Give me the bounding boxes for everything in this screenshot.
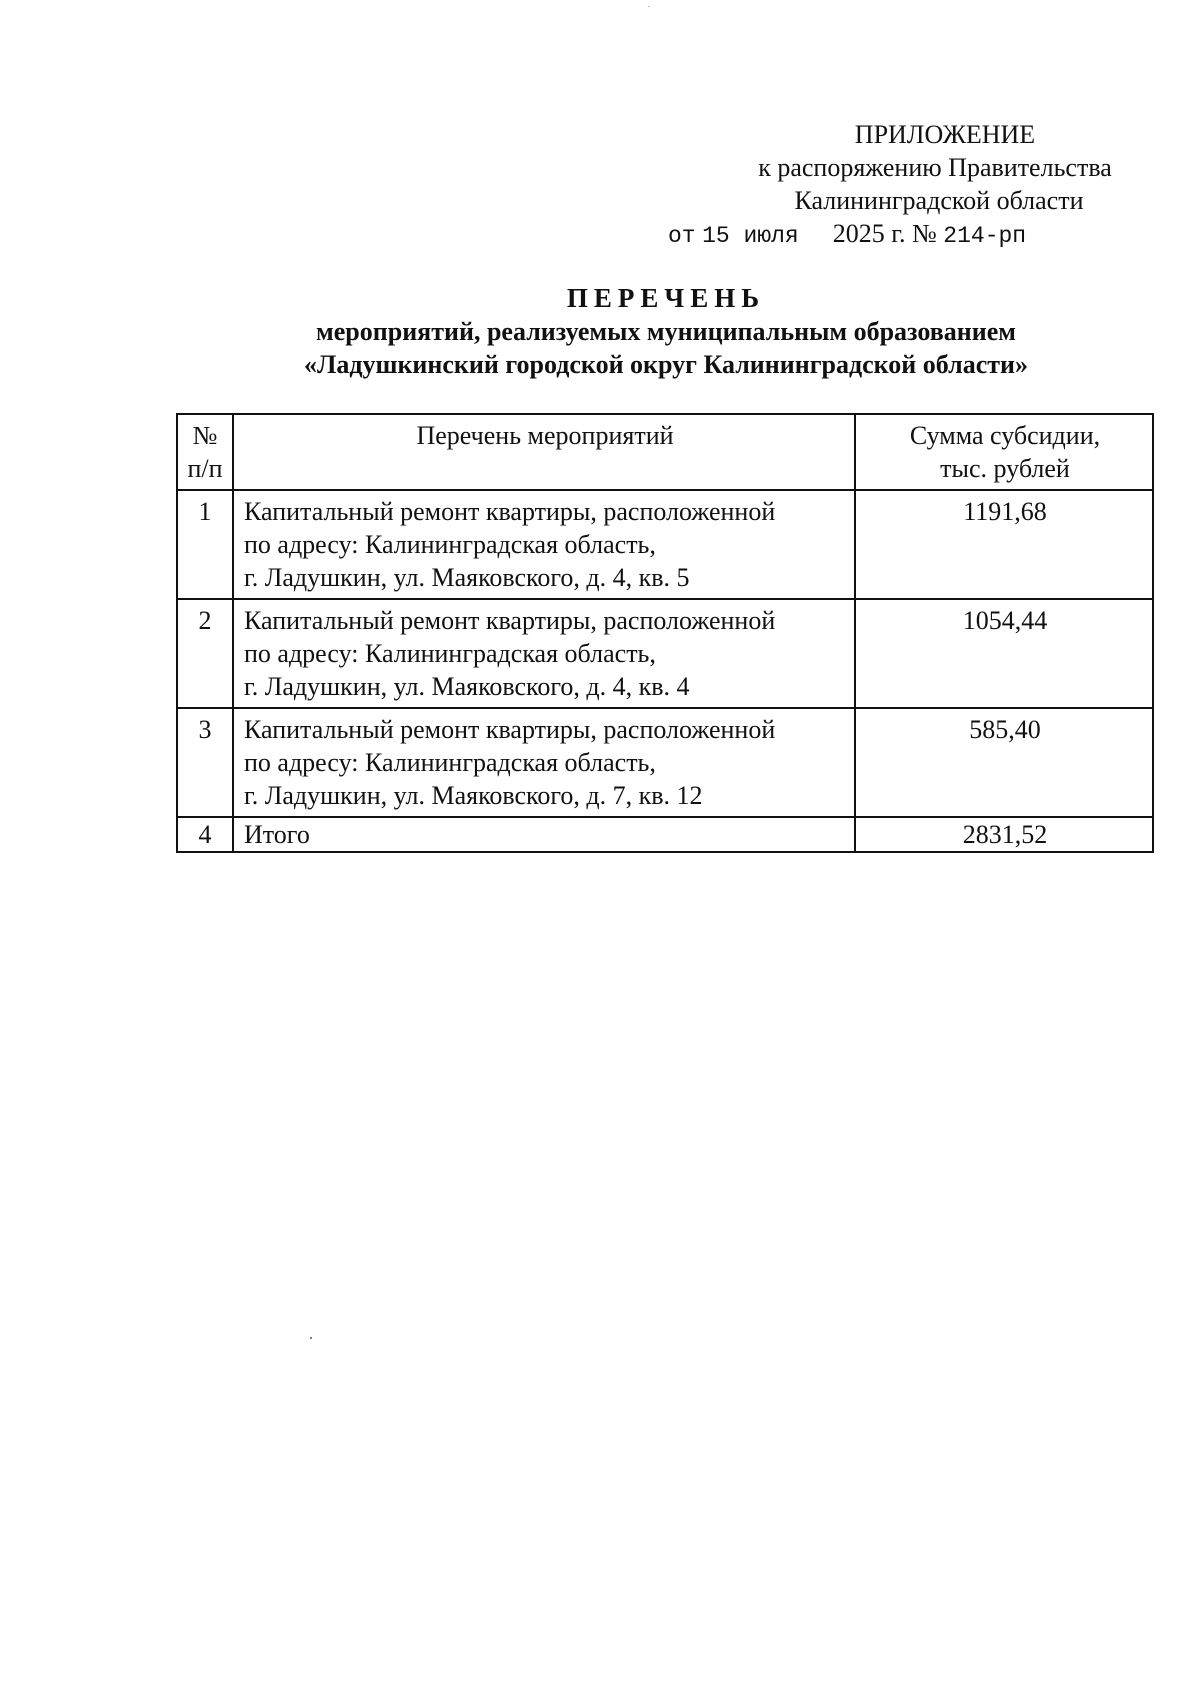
appendix-line-region: Калининградской области: [794, 186, 1084, 215]
table-header-row: [177, 414, 1153, 490]
row-desc-line: Капитальный ремонт квартиры, расположенной: [244, 715, 776, 744]
table-row: [177, 490, 1153, 599]
header-sum-line1: Сумма субсидии,: [909, 421, 1101, 450]
row-sum: 585,40: [855, 708, 1153, 817]
row-num: 1: [177, 490, 233, 599]
scan-speck: [310, 1337, 312, 1339]
row-desc: [233, 599, 855, 708]
date-prefix: от: [668, 223, 696, 249]
appendix-header: [668, 118, 1170, 253]
header-sum: [855, 414, 1153, 490]
table-row: [177, 599, 1153, 708]
row-desc-line: по адресу: Калининградская область,: [244, 748, 656, 777]
title-heading: ПЕРЕЧЕНЬ: [566, 283, 766, 313]
row-desc-line: г. Ладушкин, ул. Маяковского, д. 7, кв. 12: [244, 781, 703, 810]
row-num: 3: [177, 708, 233, 817]
row-desc-line: по адресу: Калининградская область,: [244, 639, 656, 668]
row-sum: 1191,68: [855, 490, 1153, 599]
appendix-date-line: [668, 217, 1170, 253]
row-desc-line: г. Ладушкин, ул. Маяковского, д. 4, кв. 5: [244, 563, 690, 592]
header-sum-line2: тыс. рублей: [940, 454, 1070, 483]
row-sum: 1054,44: [855, 599, 1153, 708]
order-number: 214-рп: [943, 223, 1027, 249]
table-row: [177, 708, 1153, 817]
row-desc-line: г. Ладушкин, ул. Маяковского, д. 4, кв. 4: [244, 672, 690, 701]
header-num-label: п/п: [187, 454, 223, 483]
total-label: Итого: [233, 817, 855, 852]
date-day-month: 15 июля: [702, 223, 799, 249]
header-num: [177, 414, 233, 490]
row-desc-line: Капитальный ремонт квартиры, расположенной: [244, 606, 776, 635]
header-num-symbol: №: [192, 421, 218, 450]
row-desc-line: Капитальный ремонт квартиры, расположенной: [244, 497, 776, 526]
row-desc-line: по адресу: Калининградская область,: [244, 530, 656, 559]
appendix-title: ПРИЛОЖЕНИЕ: [854, 120, 1036, 149]
title-line-3: «Ладушкинский городской округ Калининградской области»: [303, 350, 1029, 379]
measures-table: [176, 413, 1154, 853]
appendix-line-order: к распоряжению Правительства: [758, 153, 1112, 182]
row-desc: [233, 708, 855, 817]
row-desc: [233, 490, 855, 599]
scan-speck: [648, 6, 650, 7]
total-num: 4: [177, 817, 233, 852]
date-year: 2025 г. №: [832, 219, 937, 248]
header-desc: Перечень мероприятий: [233, 414, 855, 490]
title-line-2: мероприятий, реализуемых муниципальным образованием: [316, 317, 1016, 346]
document-title: [160, 282, 1172, 381]
table-total-row: [177, 817, 1153, 852]
total-sum: 2831,52: [855, 817, 1153, 852]
row-num: 2: [177, 599, 233, 708]
